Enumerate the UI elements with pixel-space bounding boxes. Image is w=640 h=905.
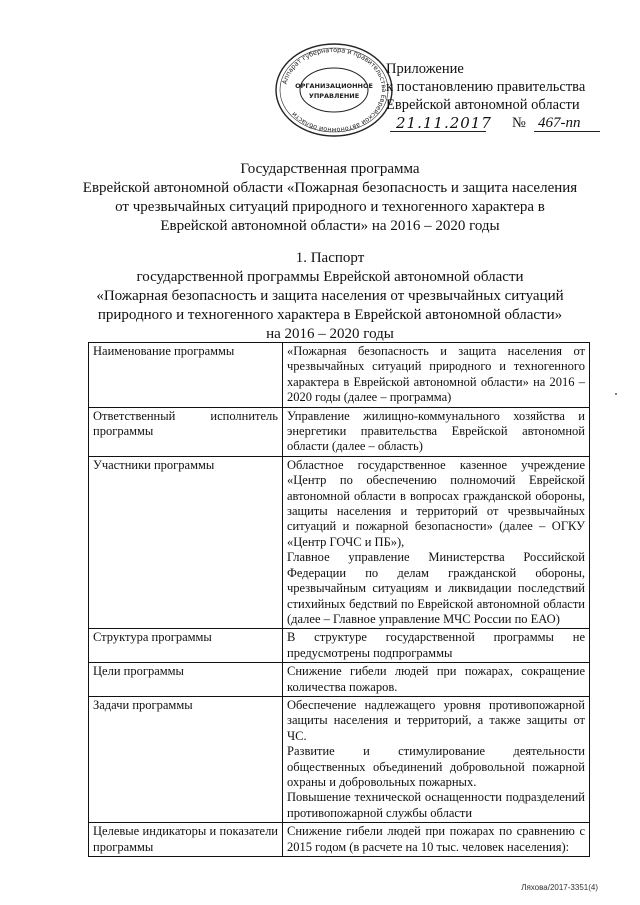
organizational-stamp (272, 40, 396, 140)
participant-1: Областное государственное казенное учреждение «Центр по обеспечению полномочий Еврейской автономной области в вопросах гражданской обороны, защиты населения и территорий от чрезвычайных ситуаций и пожарной безопасности» (далее – ОГКУ «Центр ГОЧС и ПБ»), (287, 457, 585, 549)
row-value (283, 456, 590, 628)
row-label: Целевые индикаторы и показатели программы (89, 823, 283, 857)
row-label: Задачи программы (89, 696, 283, 822)
number-label: № (512, 115, 526, 131)
appendix-line2: к постановлению правительства (386, 79, 586, 95)
appendix-line3: Еврейской автономной области (386, 97, 580, 113)
table-row (89, 823, 590, 857)
stamp-inner-line1: ОРГАНИЗАЦИОННОЕ (295, 82, 373, 90)
table-row (89, 663, 590, 697)
row-value: Снижение гибели людей при пожарах, сокращение количества пожаров. (283, 663, 590, 697)
stamp-seal-icon (272, 40, 396, 140)
margin-mark (615, 393, 617, 395)
program-title (60, 160, 600, 236)
title-line4: Еврейской автономной области» на 2016 – 2020 годы (160, 218, 500, 234)
date-number-line (386, 114, 616, 136)
row-value: Снижение гибели людей при пожарах по сравнению с 2015 годом (в расчете на 10 тыс. человек населения): (283, 823, 590, 857)
row-label: Структура программы (89, 629, 283, 663)
row-label: Цели программы (89, 663, 283, 697)
row-label: Ответственный исполнитель программы (89, 407, 283, 456)
title-line1: Государственная программа (240, 161, 420, 177)
task-3: Повышение технической оснащенности подразделений противопожарной службы области (287, 790, 585, 820)
task-2: Развитие и стимулирование деятельности общественных объединений добровольной пожарной охраны и добровольных пожарных. (287, 744, 585, 789)
section-line3: «Пожарная безопасность и защита населения от чрезвычайных ситуаций (96, 288, 564, 304)
table-row (89, 456, 590, 628)
resolution-date: 21.11.2017 (396, 114, 492, 132)
table-row (89, 629, 590, 663)
document-footer-code: Ляхова/2017-3351(4) (521, 883, 598, 892)
table-row (89, 696, 590, 822)
passport-heading (60, 249, 600, 344)
table-row (89, 343, 590, 408)
row-value: Управление жилищно-коммунального хозяйства и энергетики правительства Еврейской автономной области (далее – область) (283, 407, 590, 456)
stamp-inner-line2: УПРАВЛЕНИЕ (308, 92, 360, 100)
appendix-block (386, 60, 616, 136)
row-value: В структуре государственной программы не предусмотрены подпрограммы (283, 629, 590, 663)
svg-text:Аппарат губернатора и правител: Аппарат губернатора и правительства Еврейской автономной области (280, 45, 389, 135)
section-line1: 1. Паспорт (295, 250, 365, 266)
row-value: «Пожарная безопасность и защита населения от чрезвычайных ситуаций природного и техногенного характера в Еврейской автономной области» на 2016 – 2020 годы (далее – программа) (283, 343, 590, 408)
title-line2: Еврейской автономной области «Пожарная безопасность и защита населения (82, 180, 578, 196)
task-1: Обеспечение надлежащего уровня противопожарной защиты населения и территорий, а также защиты от ЧС. (287, 697, 585, 743)
participant-2: Главное управление Министерства Российской Федерации по делам гражданской обороны, чрезвычайным ситуациям и ликвидации последствий стихийных бедствий по Еврейской автономной области (далее – Главное управление МЧС России по ЕАО) (287, 550, 585, 626)
section-line2: государственной программы Еврейской автономной области (136, 269, 524, 285)
row-label: Участники программы (89, 456, 283, 628)
appendix-line1: Приложение (386, 61, 464, 77)
row-label: Наименование программы (89, 343, 283, 408)
row-value (283, 696, 590, 822)
section-line4: природного и техногенного характера в Еврейской автономной области» (97, 307, 563, 323)
resolution-number: 467-пп (538, 115, 581, 131)
section-line5: на 2016 – 2020 годы (266, 326, 394, 342)
passport-table (88, 342, 590, 857)
table-row (89, 407, 590, 456)
title-line3: от чрезвычайных ситуаций природного и техногенного характера в (115, 199, 545, 215)
